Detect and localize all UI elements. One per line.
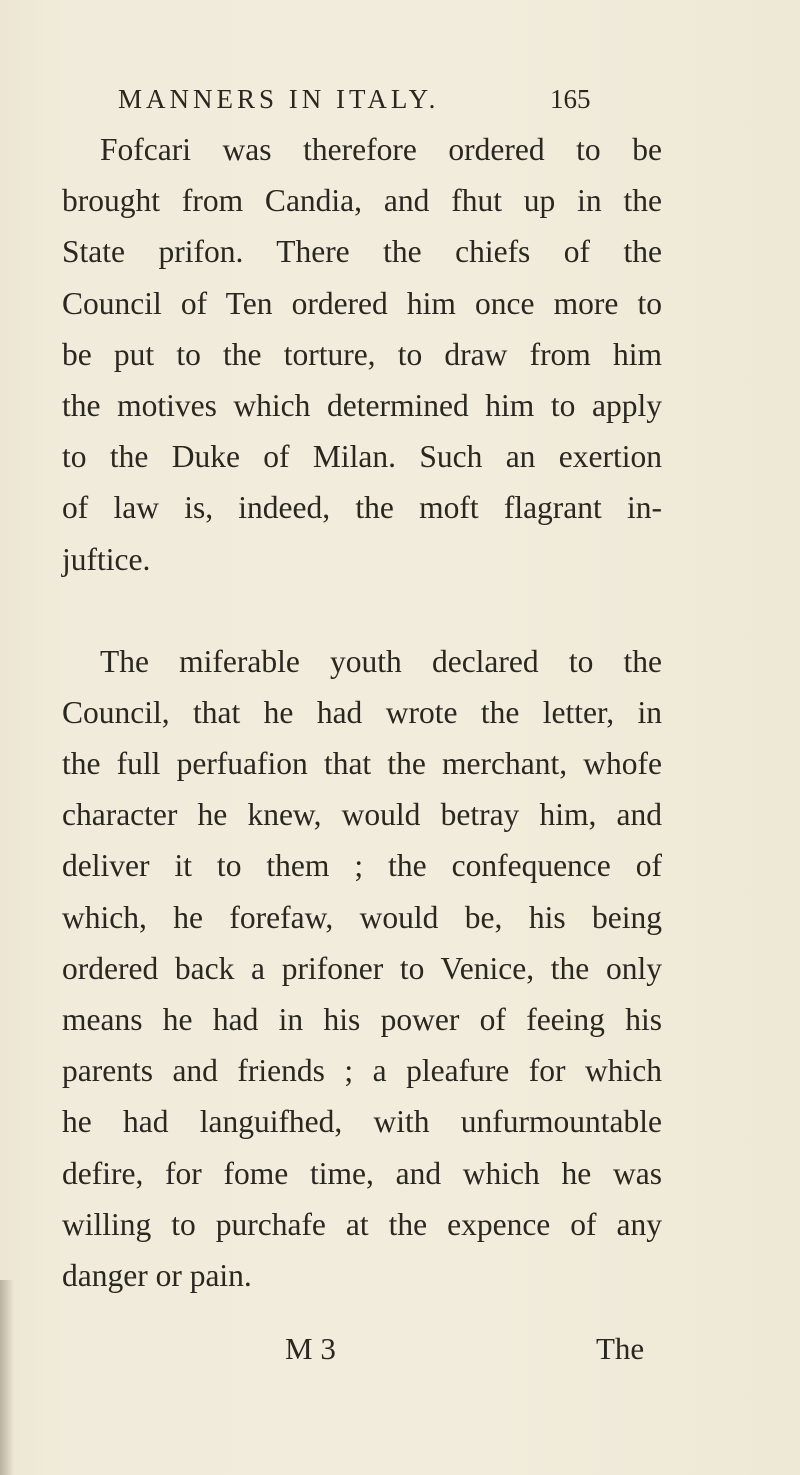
running-head: MANNERS IN ITALY. [118,84,440,114]
text-line: State prifon. There the chiefs of the [62,234,662,270]
paragraph-gap [62,585,662,636]
text-line: brought from Candia, and fhut up in the [62,183,662,219]
text-line: the full perfuafion that the merchant, whofe [62,746,662,782]
text-line: juftice. [62,541,151,577]
text-line: Fofcari was therefore ordered to be [100,132,662,167]
page-header [118,84,678,124]
text-line: of law is, indeed, the moft flagrant in- [62,490,662,526]
text-line: defire, for fome time, and which he was [62,1155,662,1191]
text-line: deliver it to them ; the confequence of [62,848,662,884]
text-line: willing to purchafe at the expence of any [62,1206,662,1242]
text-line: which, he forefaw, would be, his being [62,899,662,935]
page-number: 165 [550,84,591,114]
signature-mark: M 3 [285,1331,336,1366]
text-line: danger or pain. [62,1257,252,1293]
text-line: ordered back a prifoner to Venice, the only [62,950,662,986]
paragraph-1 [62,124,662,585]
catchword: The [596,1331,645,1366]
text-line: Council, that he had wrote the letter, in [62,694,662,730]
paragraph-2 [62,636,662,1301]
body-text [62,124,662,1301]
text-line: character he knew, would betray him, and [62,797,662,833]
page-edge-shadow [0,1280,14,1475]
page-footer [0,1331,800,1371]
text-line: he had languifhed, with unfurmountable [62,1104,662,1140]
text-line: the motives which determined him to apply [62,387,662,423]
text-line: to the Duke of Milan. Such an exertion [62,439,662,475]
text-line: parents and friends ; a pleafure for which [62,1053,662,1089]
text-line: The miferable youth declared to the [100,643,662,679]
text-line: be put to the torture, to draw from him [62,336,662,372]
text-line: Council of Ten ordered him once more to [62,285,662,321]
text-line: means he had in his power of feeing his [62,1002,662,1037]
